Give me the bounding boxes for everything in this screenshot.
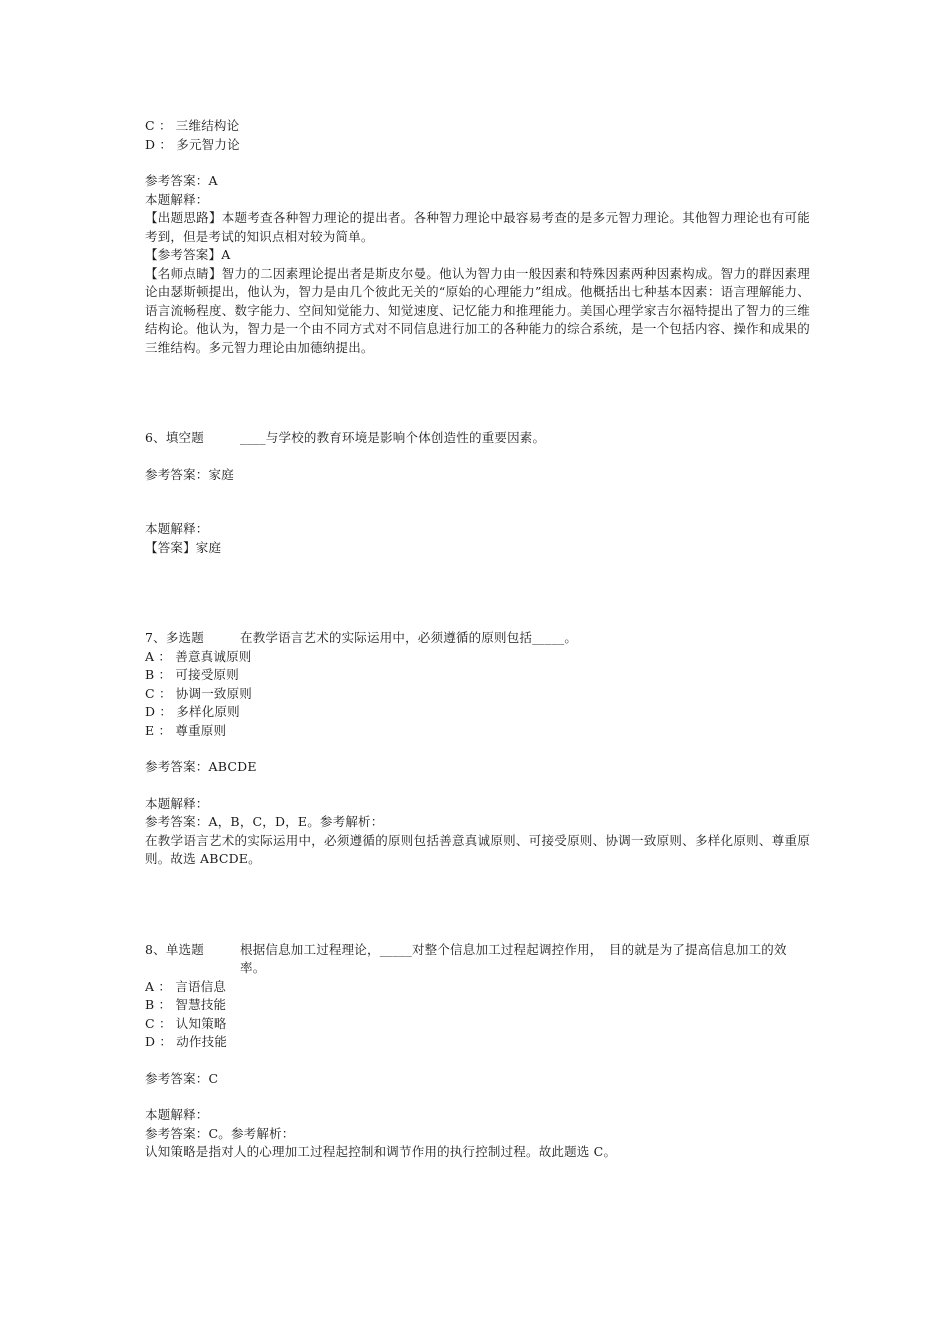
question-type: 6、填空题: [145, 430, 204, 445]
explain-label: 本题解释：: [145, 795, 209, 811]
option-d: D ： 动作技能: [145, 1034, 228, 1049]
question-7: [145, 629, 810, 869]
option-d: D ： 多元智力论: [145, 136, 240, 152]
question-5: [145, 117, 810, 357]
question-stem: 根据信息加工过程理论，_____对整个信息加工过程起调控作用， 目的就是为了提高信息加工的效率。: [240, 941, 787, 975]
answer: 参考答案：家庭: [145, 466, 234, 482]
option-c: C ： 协调一致原则: [145, 685, 253, 701]
option-b: B ： 智慧技能: [145, 997, 227, 1012]
option-b: B ： 可接受原则: [145, 667, 239, 682]
explain-label: 本题解释：: [145, 191, 209, 207]
explain-paragraph: 【出题思路】本题考查各种智力理论的提出者。各种智力理论中最容易考查的是多元智力理论。其他智力理论也有可能考到，但是考试的知识点相对较为简单。: [145, 210, 810, 244]
explain-paragraph: 【答案】家庭: [145, 539, 222, 555]
question-6: [145, 429, 810, 557]
question-stem: 在教学语言艺术的实际运用中，必须遵循的原则包括_____。: [240, 630, 578, 645]
option-a: A ： 善意真诚原则: [145, 648, 252, 664]
explain-paragraph: 【名师点睛】智力的二因素理论提出者是斯皮尔曼。他认为智力由一般因素和特殊因素两种因素构成。智力的群因素理论由瑟斯顿提出，他认为，智力是由几个彼此无关的“原始的心理能力”组成。他概括出七种基本因素：语言理解能力、语言流畅程度、数字能力、空间知觉能力、知觉速度、记忆能力和推理能力。美国心理学家吉尔福特提出了智力的三维结构论。他认为，智力是一个由不同方式对不同信息进行加工的各种能力的综合系统，是一个包括内容、操作和成果的三维结构。多元智力理论由加德纳提出。: [145, 265, 810, 355]
option-c: C ： 认知策略: [145, 1015, 227, 1031]
option-c: C ： 三维结构论: [145, 118, 240, 133]
explain-paragraph: 认知策略是指对人的心理加工过程起控制和调节作用的执行控制过程。故此题选 C。: [145, 1144, 617, 1159]
answer: 参考答案：A: [145, 173, 218, 188]
option-a: A ： 言语信息: [145, 978, 227, 994]
explain-label: 本题解释：: [145, 521, 209, 536]
explain-paragraph: 在教学语言艺术的实际运用中，必须遵循的原则包括善意真诚原则、可接受原则、协调一致原则、多样化原则、尊重原则。故选 ABCDE。: [145, 832, 810, 866]
option-d: D ： 多样化原则: [145, 704, 240, 719]
explain-paragraph: 参考答案：A，B，C，D，E。参考解析：: [145, 814, 384, 829]
answer: 参考答案：C: [145, 1070, 219, 1086]
question-stem: ____与学校的教育环境是影响个体创造性的重要因素。: [240, 430, 546, 445]
question-type: 7、多选题: [145, 630, 204, 645]
option-e: E ： 尊重原则: [145, 722, 227, 738]
question-8: [145, 941, 810, 1162]
question-type: 8、单选题: [145, 941, 204, 957]
document-page: [145, 117, 810, 1162]
answer: 参考答案：ABCDE: [145, 759, 257, 774]
explain-paragraph: 参考答案：C。参考解析：: [145, 1125, 295, 1141]
explain-label: 本题解释：: [145, 1107, 209, 1122]
explain-paragraph: 【参考答案】A: [145, 247, 231, 262]
